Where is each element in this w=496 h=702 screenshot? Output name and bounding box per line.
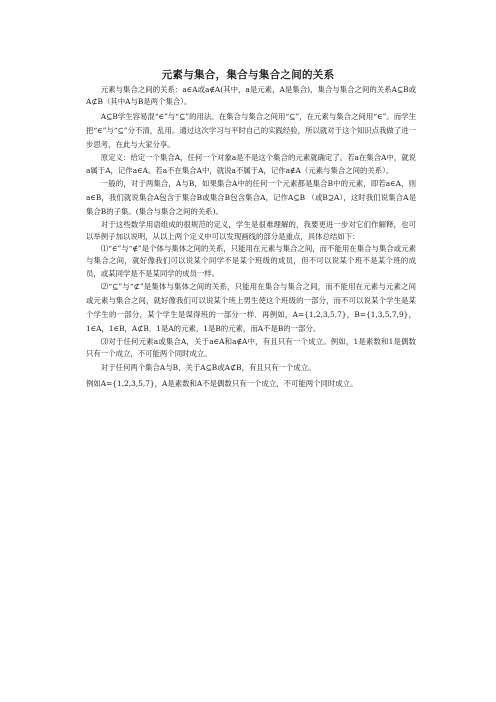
paragraph-point-1: ⑴“∈”与“∉”是个体与集体之间的关系，只能用在元素与集合之间，而不能用在集合与集合或元素与集合之间，就好像我们可以说某个同学不是某个班级的成员，但不可以说某个班不是某个班的成员，或某同学是不是某同学的成员一样。	[86, 244, 416, 278]
document-title: 元素与集合，集合与集合之间的关系	[161, 69, 335, 81]
paragraph-explanation: 对于这些数学用语组成的很规范的定义，学生是很难理解的，我要更进一步对它们作解释，也可以举例子加以说明，从以上两个定义中可以发现画线的部分是重点，具体总结如下：	[86, 219, 416, 242]
paragraph-point-3: ⑶对于任何元素a或集合A，关于a∈A和a∉A中，有且只有一个成立。例如，1是素数和1是偶数只有一个成立，不可能两个同时成立。	[86, 336, 416, 359]
paragraph-original-definition: 原定义：给定一个集合A，任何一个对象a是不是这个集合的元素就确定了。若a在集合A中，就说a属于A，记作a∈A。若a不在集合A中，就说a不属于A，记作a∉A（元素与集合之间的关系）。	[86, 153, 416, 175]
paragraph-two-sets: 对于任何两个集合A与B，关于A⊆B或A⊄B，有且只有一个成立。	[100, 363, 316, 373]
paragraph-confusion: A⊆B学生容易混“∈”与“⊆”的用法。在集合与集合之间用“⊆”，在元素与集合之间用“∈”。而学生把“∈”与“⊆”分不清，乱用。通过这次学习与平时自己的实践经验，所以就对于这个知识点我做了进一步思考，在此与大家分享。	[86, 112, 416, 150]
paragraph-example: 例如A={1,2,3,5,7}，A是素数和A不是偶数只有一个成立，不可能两个同时成立。	[86, 379, 358, 389]
paragraph-subset-definition: 一般的，对于两集合，A与B，如果集合A中的任何一个元素都是集合B中的元素，即若a∈A，则a∈B，我们就说集合A包含于集合B或集合B包含集合A，记作A⊆B （或B⊇A），这时我们说集合A是集合B的子集。(集合与集合之间的关系)。	[86, 178, 416, 216]
document-body	[86, 84, 416, 392]
paragraph-point-2: ⑵“⊆”与“⊄”是集体与集体之间的关系，只能用在集合与集合之间，而不能用在元素与元素之间或元素与集合之间，就好像我们可以说某个班上男生使这个班级的一部分，而不可以说某个学生是某个学生的一部分，某个学生是谋得班的一部分一样．再例如，A={1,2,3,5,7}，B={1,3,5,7,9}，1∈A，1∈B，A⊄B．1是A的元素，1是B的元素，而A不是B的一部分。	[86, 281, 416, 333]
paragraph-relations: 元素与集合之间的关系：a∈A或a∉A(其中，a是元素，A是集合)，集合与集合之间的关系A⊆B或A⊄B（其中A与B是两个集合）。	[86, 85, 416, 107]
